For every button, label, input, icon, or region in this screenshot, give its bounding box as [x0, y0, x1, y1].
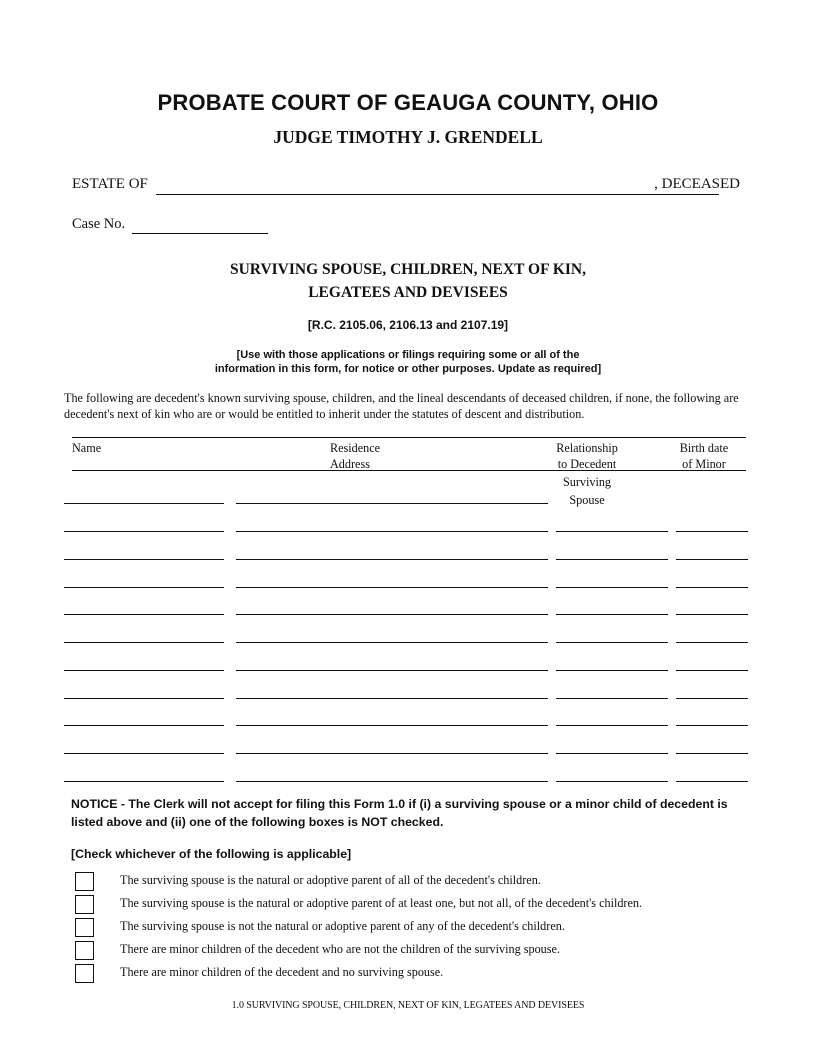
checkbox-label: The surviving spouse is the natural or adoptive parent of all of the decedent's children. — [120, 873, 541, 887]
column-header-relationship-line-1: Relationship — [556, 441, 618, 455]
column-header-address-line-2: Address — [330, 457, 370, 471]
checkbox[interactable] — [75, 941, 94, 960]
row-relationship-field[interactable] — [556, 559, 668, 560]
use-note-line-1: [Use with those applications or filings requiring some or all of the — [236, 349, 580, 361]
row-birth-date-field[interactable] — [676, 670, 748, 671]
table-header-rule — [72, 470, 746, 471]
surviving-spouse-line-1: Surviving — [562, 475, 612, 489]
row-name-field[interactable] — [64, 559, 224, 560]
spouse-address-field[interactable] — [236, 503, 548, 504]
row-relationship-field[interactable] — [556, 781, 668, 782]
checkbox[interactable] — [75, 918, 94, 937]
checkbox-label: The surviving spouse is not the natural or adoptive parent of any of the decedent's children. — [120, 919, 565, 933]
intro-paragraph: The following are decedent's known surviving spouse, children, and the lineal descendants of deceased children, if none, the following are decedent's next of kin who are or would be entitled to inherit under the statutes of descent and distribution. — [64, 391, 739, 421]
row-birth-date-field[interactable] — [676, 642, 748, 643]
column-header-birth-line-1: Birth date — [679, 441, 729, 455]
case-label: Case No. — [72, 216, 126, 232]
row-name-field[interactable] — [64, 698, 224, 699]
row-name-field[interactable] — [64, 642, 224, 643]
column-header-name — [72, 440, 101, 456]
row-name-field[interactable] — [64, 614, 224, 615]
row-relationship-field[interactable] — [556, 698, 668, 699]
row-name-field[interactable] — [64, 753, 224, 754]
row-relationship-field[interactable] — [556, 587, 668, 588]
row-address-field[interactable] — [236, 725, 548, 726]
checkbox[interactable] — [75, 895, 94, 914]
column-header-name-text: Name — [72, 441, 102, 455]
checkbox-label: The surviving spouse is the natural or adoptive parent of at least one, but not all, of the decedent's children. — [120, 896, 643, 910]
row-address-field[interactable] — [236, 698, 548, 699]
row-birth-date-field[interactable] — [676, 587, 748, 588]
table-top-rule — [72, 437, 746, 438]
checkbox-label: There are minor children of the decedent and no surviving spouse. — [120, 965, 444, 979]
row-birth-date-field[interactable] — [676, 531, 748, 532]
row-birth-date-field[interactable] — [676, 725, 748, 726]
row-address-field[interactable] — [236, 614, 548, 615]
row-name-field[interactable] — [64, 531, 224, 532]
estate-label: ESTATE OF — [72, 176, 148, 192]
check-instruction: [Check whichever of the following is applicable] — [71, 847, 352, 861]
statute-reference: [R.C. 2105.06, 2106.13 and 2107.19] — [307, 318, 509, 332]
court-title: PROBATE COURT OF GEAUGA COUNTY, OHIO — [157, 90, 659, 115]
row-address-field[interactable] — [236, 559, 548, 560]
row-birth-date-field[interactable] — [676, 614, 748, 615]
column-header-address — [330, 440, 380, 472]
use-note-line-2: information in this form, for notice or other purposes. Update as required] — [214, 363, 602, 375]
row-name-field[interactable] — [64, 670, 224, 671]
row-name-field[interactable] — [64, 587, 224, 588]
surviving-spouse-label — [548, 473, 626, 509]
row-birth-date-field[interactable] — [676, 753, 748, 754]
row-address-field[interactable] — [236, 587, 548, 588]
form-title-line-2: LEGATEES AND DEVISEES — [308, 284, 508, 301]
column-header-relationship — [548, 440, 626, 472]
checkbox-label: There are minor children of the decedent who are not the children of the surviving spouse. — [120, 942, 560, 956]
checkbox[interactable] — [75, 964, 94, 983]
column-header-address-line-1: Residence — [330, 441, 381, 455]
page-footer: 1.0 SURVIVING SPOUSE, CHILDREN, NEXT OF KIN, LEGATEES AND DEVISEES — [231, 1000, 585, 1011]
form-title-line-1: SURVIVING SPOUSE, CHILDREN, NEXT OF KIN, — [229, 261, 586, 278]
deceased-label: , DECEASED — [654, 176, 740, 192]
judge-name: JUDGE TIMOTHY J. GRENDELL — [273, 127, 543, 147]
estate-name-field[interactable] — [156, 194, 719, 195]
row-address-field[interactable] — [236, 670, 548, 671]
estate-line — [72, 176, 740, 196]
spouse-name-field[interactable] — [64, 503, 224, 504]
row-name-field[interactable] — [64, 781, 224, 782]
row-relationship-field[interactable] — [556, 670, 668, 671]
row-relationship-field[interactable] — [556, 753, 668, 754]
row-relationship-field[interactable] — [556, 531, 668, 532]
row-address-field[interactable] — [236, 642, 548, 643]
row-name-field[interactable] — [64, 725, 224, 726]
row-address-field[interactable] — [236, 531, 548, 532]
row-relationship-field[interactable] — [556, 725, 668, 726]
row-relationship-field[interactable] — [556, 642, 668, 643]
filing-notice: NOTICE - The Clerk will not accept for filing this Form 1.0 if (i) a surviving spouse or a minor child of decedent is listed above and (ii) one of the following boxes is NOT checked. — [71, 797, 728, 829]
row-birth-date-field[interactable] — [676, 781, 748, 782]
row-birth-date-field[interactable] — [676, 698, 748, 699]
row-birth-date-field[interactable] — [676, 559, 748, 560]
row-address-field[interactable] — [236, 781, 548, 782]
row-address-field[interactable] — [236, 753, 548, 754]
case-number-field[interactable] — [132, 233, 268, 234]
column-header-relationship-line-2: to Decedent — [557, 457, 617, 471]
surviving-spouse-line-2: Spouse — [569, 493, 605, 507]
row-relationship-field[interactable] — [556, 614, 668, 615]
case-line — [72, 216, 272, 236]
column-header-birth-line-2: of Minor — [682, 457, 726, 471]
column-header-birth-date — [670, 440, 738, 472]
checkbox[interactable] — [75, 872, 94, 891]
